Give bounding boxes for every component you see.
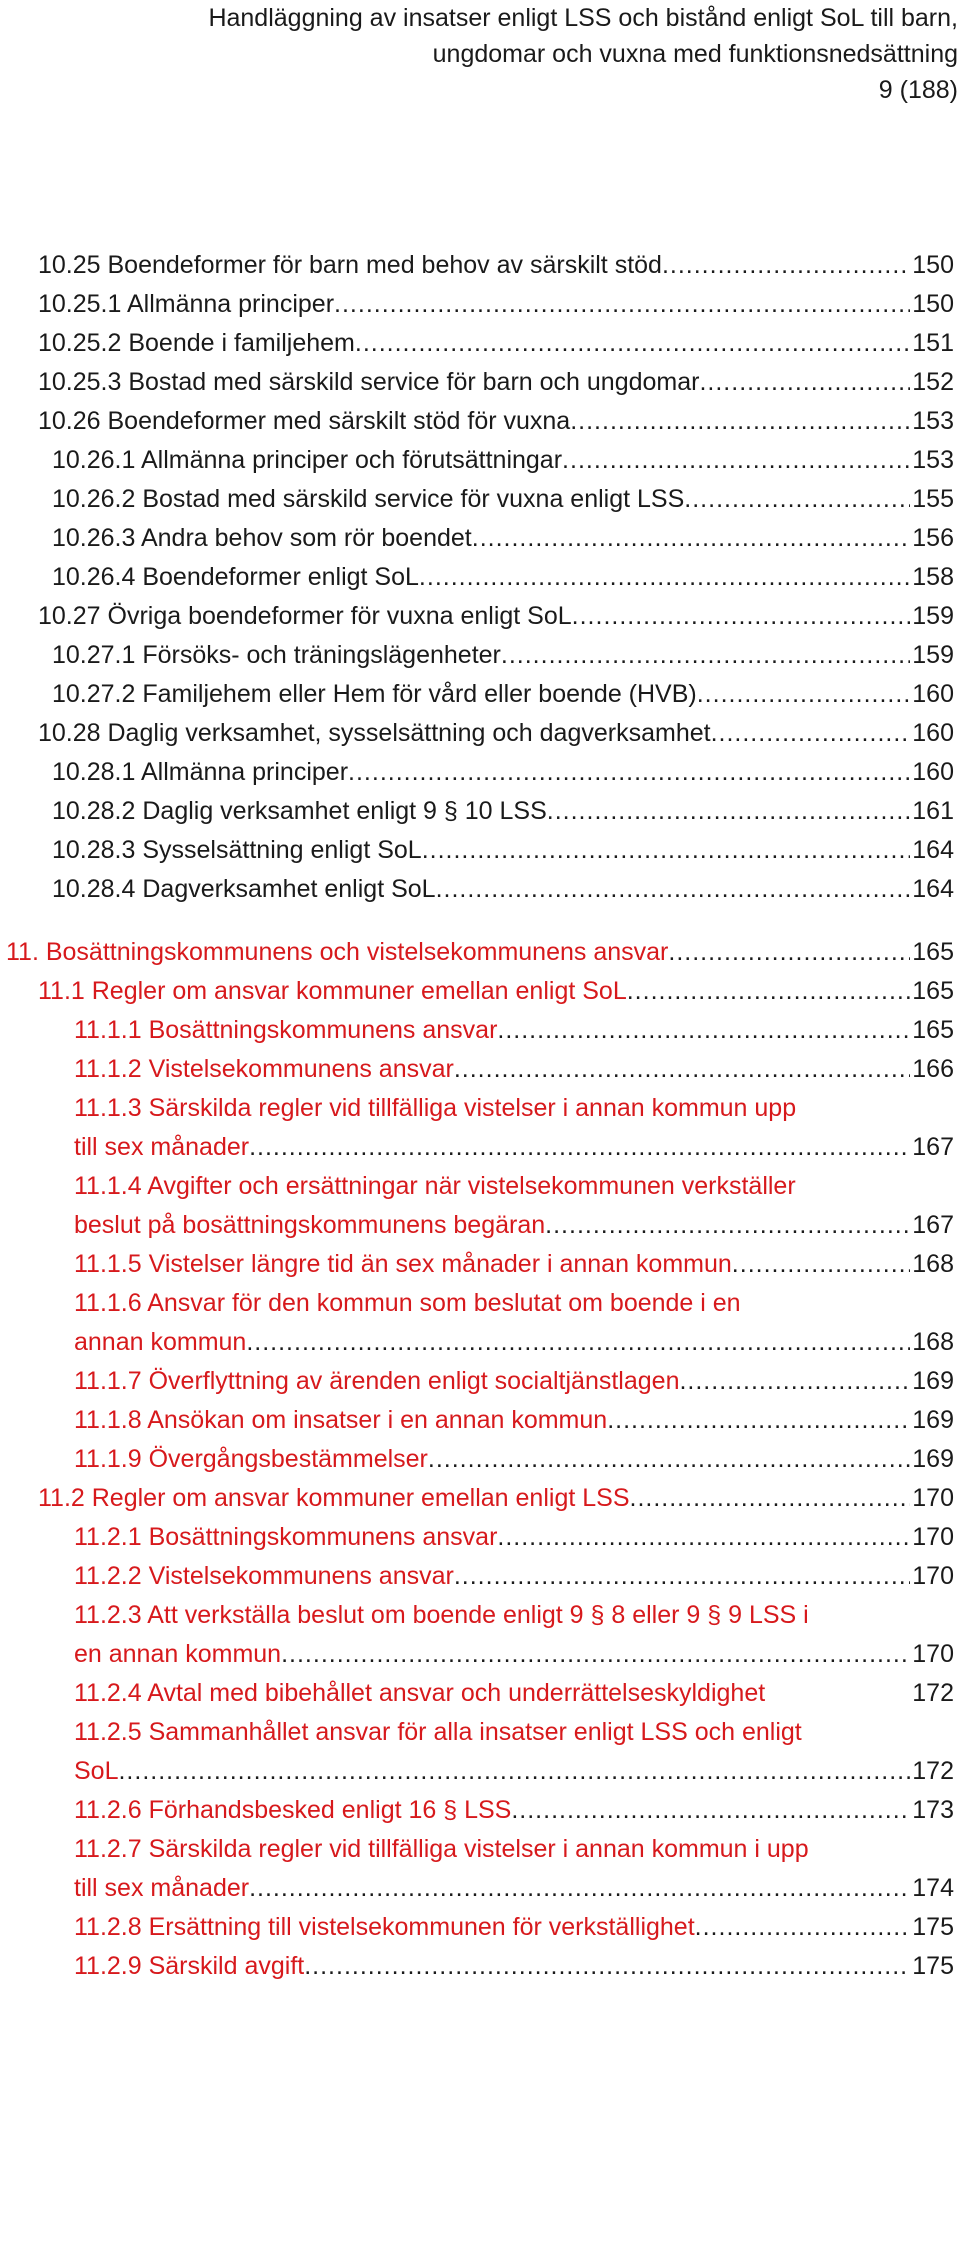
toc-page-number: 167 [912,1211,954,1239]
dot-leader [304,1947,910,1986]
dot-leader [511,1791,910,1830]
toc-page-number: 167 [912,1133,954,1161]
toc-entry[interactable] [0,1362,960,1401]
dot-leader [497,1011,910,1050]
toc-entry[interactable] [0,1089,960,1167]
dot-leader [711,714,911,753]
dot-leader [545,1206,910,1245]
toc-entry-title-first-line: 11.2.5 Sammanhållet ansvar för alla insatser enligt LSS och enligt [74,1718,802,1746]
toc-entry[interactable] [0,870,960,909]
toc-page-number: 160 [912,680,954,708]
toc-entry-title: 10.27.1 Försöks- och träningslägenheter [52,641,501,669]
toc-page-number: 170 [912,1562,954,1590]
toc-entry[interactable] [0,714,960,753]
toc-entry-title: 11.1.7 Överflyttning av ärenden enligt socialtjänstlagen [74,1367,680,1395]
toc-entry[interactable] [0,246,960,285]
toc-page-number: 153 [912,446,954,474]
toc-entry-title-first-line: 11.1.4 Avgifter och ersättningar när vistelsekommunen verkställer [74,1172,796,1200]
toc-entry[interactable] [0,1596,960,1674]
toc-entry[interactable] [0,792,960,831]
toc-entry[interactable] [0,1050,960,1089]
toc-entry[interactable] [0,402,960,441]
toc-entry[interactable] [0,1245,960,1284]
document-title-line-2: ungdomar och vuxna med funktionsnedsättning [432,40,958,68]
toc-page-number: 173 [912,1796,954,1824]
toc-page-number: 174 [912,1874,954,1902]
toc-entry[interactable] [0,675,960,714]
toc-entry[interactable] [0,1284,960,1362]
toc-page-number: 175 [912,1952,954,1980]
toc-page-number: 166 [912,1055,954,1083]
toc-entry[interactable] [0,1791,960,1830]
toc-page-number: 155 [912,485,954,513]
toc-entry-title: 10.26.3 Andra behov som rör boendet [52,524,472,552]
toc-entry-title: 10.25.1 Allmänna principer [38,290,335,318]
toc-entry[interactable] [0,480,960,519]
toc-entry[interactable] [0,1713,960,1791]
toc-entry[interactable] [0,1947,960,1986]
toc-page-number: 175 [912,1913,954,1941]
toc-entry-title: 11.1.8 Ansökan om insatser i en annan kommun [74,1406,608,1434]
toc-entry[interactable] [0,1401,960,1440]
dot-leader [695,1908,911,1947]
toc-entry-title: 10.26.4 Boendeformer enligt SoL [52,563,419,591]
toc-entry-title: 11.2.9 Särskild avgift [74,1952,305,1980]
toc-entry-title: SoL [74,1757,119,1785]
dot-leader [627,972,911,1011]
toc-entry-title: 10.25.2 Boende i familjehem [38,329,355,357]
toc-page-number: 152 [912,368,954,396]
toc-page-number: 150 [912,251,954,279]
dot-leader [334,285,910,324]
page-header [40,0,958,108]
toc-entry-title: 11. Bosättningskommunens och vistelsekommunens ansvar [6,938,669,966]
toc-entry-title: 11.2 Regler om ansvar kommuner emellan enligt LSS [38,1484,630,1512]
toc-entry-title: till sex månader [74,1874,250,1902]
dot-leader [679,1362,910,1401]
toc-entry[interactable] [0,324,960,363]
dot-leader [454,1050,910,1089]
toc-entry-title-first-line: 11.1.3 Särskilda regler vid tillfälliga vistelser i annan kommun upp [74,1094,797,1122]
dot-leader [428,1440,910,1479]
toc-entry-title: 11.2.8 Ersättning till vistelsekommunen för verkställighet [74,1913,695,1941]
toc-entry[interactable] [0,1440,960,1479]
dot-leader [281,1635,910,1674]
toc-entry-title: 10.26.2 Bostad med särskild service för vuxna enligt LSS [52,485,685,513]
toc-page-number: 151 [912,329,954,357]
toc-entry[interactable] [0,285,960,324]
toc-page-number: 169 [912,1367,954,1395]
toc-entry[interactable] [0,1830,960,1908]
dot-leader [422,831,911,870]
toc-entry-title: 11.1.2 Vistelsekommunens ansvar [74,1055,454,1083]
toc-entry[interactable] [0,1518,960,1557]
toc-page-number: 172 [912,1757,954,1785]
toc-entry-title: 11.2.4 Avtal med bibehållet ansvar och underrättelseskyldighet [74,1679,766,1707]
toc-entry-title: 10.26 Boendeformer med särskilt stöd för vuxna [38,407,571,435]
toc-entry-title: beslut på bosättningskommunens begäran [74,1211,546,1239]
toc-entry-title-first-line: 11.1.6 Ansvar för den kommun som beslutat om boende i en [74,1289,741,1317]
toc-entry-title: annan kommun [74,1328,247,1356]
toc-entry[interactable] [0,831,960,870]
toc-entry-title: 10.27 Övriga boendeformer för vuxna enligt SoL [38,602,572,630]
dot-leader [348,753,910,792]
toc-page-number: 170 [912,1523,954,1551]
toc-entry[interactable] [0,1011,960,1050]
document-title-line-1: Handläggning av insatser enligt LSS och bistånd enligt SoL till barn, [208,4,958,32]
toc-entry[interactable] [0,753,960,792]
toc-entry-title-first-line: 11.2.7 Särskilda regler vid tillfälliga vistelser i annan kommun i upp [74,1835,809,1863]
dot-leader [684,480,910,519]
toc-page-number: 160 [912,758,954,786]
dot-leader [436,870,911,909]
dot-leader [547,792,911,831]
toc-page-number: 159 [912,641,954,669]
toc-entry[interactable] [0,972,960,1011]
toc-entry-title: 11.1.9 Övergångsbestämmelser [74,1445,428,1473]
dot-leader [697,675,911,714]
toc-entry-title: till sex månader [74,1133,250,1161]
toc-page-number: 160 [912,719,954,747]
toc-page-number: 170 [912,1484,954,1512]
dot-leader [118,1752,910,1791]
dot-leader [501,636,910,675]
toc-entry[interactable] [0,636,960,675]
dot-leader [497,1518,910,1557]
toc-page-number: 168 [912,1250,954,1278]
dot-leader [662,246,910,285]
toc-entry-title: 10.25.3 Bostad med särskild service för barn och ungdomar [38,368,700,396]
toc-entry[interactable] [0,1674,960,1713]
dot-leader [454,1557,910,1596]
dot-leader [249,1128,910,1167]
toc-entry-title-first-line: 11.2.3 Att verkställa beslut om boende enligt 9 § 8 eller 9 § 9 LSS i [74,1601,809,1629]
toc-page-number: 159 [912,602,954,630]
toc-page-number: 158 [912,563,954,591]
toc-entry[interactable] [0,519,960,558]
toc-entry[interactable] [0,441,960,480]
toc-entry-title: 10.27.2 Familjehem eller Hem för vård eller boende (HVB) [52,680,697,708]
toc-entry-title: 10.28.4 Dagverksamhet enligt SoL [52,875,436,903]
toc-page-number: 165 [912,1016,954,1044]
dot-leader [419,558,910,597]
toc-entry-title: 10.28.1 Allmänna principer [52,758,349,786]
toc-page-number: 165 [912,938,954,966]
toc-entry[interactable] [0,1479,960,1518]
toc-entry[interactable] [0,1908,960,1947]
toc-entry-title: 10.26.1 Allmänna principer och förutsättningar [52,446,563,474]
toc-entry[interactable] [0,363,960,402]
toc-entry[interactable] [0,597,960,636]
dot-leader [562,441,910,480]
dot-leader [699,363,910,402]
dot-leader [249,1869,910,1908]
toc-page-number: 150 [912,290,954,318]
dot-leader [732,1245,910,1284]
toc-page-number: 168 [912,1328,954,1356]
toc-entry[interactable] [0,933,960,972]
toc-entry-title: 11.2.2 Vistelsekommunens ansvar [74,1562,454,1590]
toc-entry-title: en annan kommun [74,1640,282,1668]
toc-entry[interactable] [0,558,960,597]
toc-entry-title: 11.2.1 Bosättningskommunens ansvar [74,1523,498,1551]
toc-page-number: 164 [912,836,954,864]
dot-leader [630,1479,911,1518]
toc-page-number: 169 [912,1406,954,1434]
toc-page-number: 153 [912,407,954,435]
toc-entry-title: 11.2.6 Förhandsbesked enligt 16 § LSS [74,1796,512,1824]
section-gap [0,909,960,933]
toc-entry-title: 11.1.5 Vistelser längre tid än sex månader i annan kommun [74,1250,732,1278]
table-of-contents [0,246,960,1986]
dot-leader [355,324,910,363]
toc-page-number: 169 [912,1445,954,1473]
toc-page-number: 172 [912,1679,954,1707]
toc-page-number: 165 [912,977,954,1005]
page-indicator: 9 (188) [878,76,958,104]
toc-entry-title: 11.1.1 Bosättningskommunens ansvar [74,1016,498,1044]
toc-entry-title: 10.28.3 Sysselsättning enligt SoL [52,836,422,864]
dot-leader [607,1401,910,1440]
dot-leader [668,933,910,972]
toc-page-number: 170 [912,1640,954,1668]
toc-entry-title: 10.28.2 Daglig verksamhet enligt 9 § 10 LSS [52,797,547,825]
toc-entry[interactable] [0,1557,960,1596]
dot-leader [570,402,910,441]
toc-page-number: 161 [912,797,954,825]
toc-entry-title: 10.25 Boendeformer för barn med behov av särskilt stöd [38,251,662,279]
toc-entry[interactable] [0,1167,960,1245]
dot-leader [572,597,911,636]
toc-page-number: 156 [912,524,954,552]
dot-leader [472,519,911,558]
dot-leader [246,1323,910,1362]
toc-entry-title: 10.28 Daglig verksamhet, sysselsättning och dagverksamhet [38,719,711,747]
toc-entry-title: 11.1 Regler om ansvar kommuner emellan enligt SoL [38,977,627,1005]
toc-page-number: 164 [912,875,954,903]
